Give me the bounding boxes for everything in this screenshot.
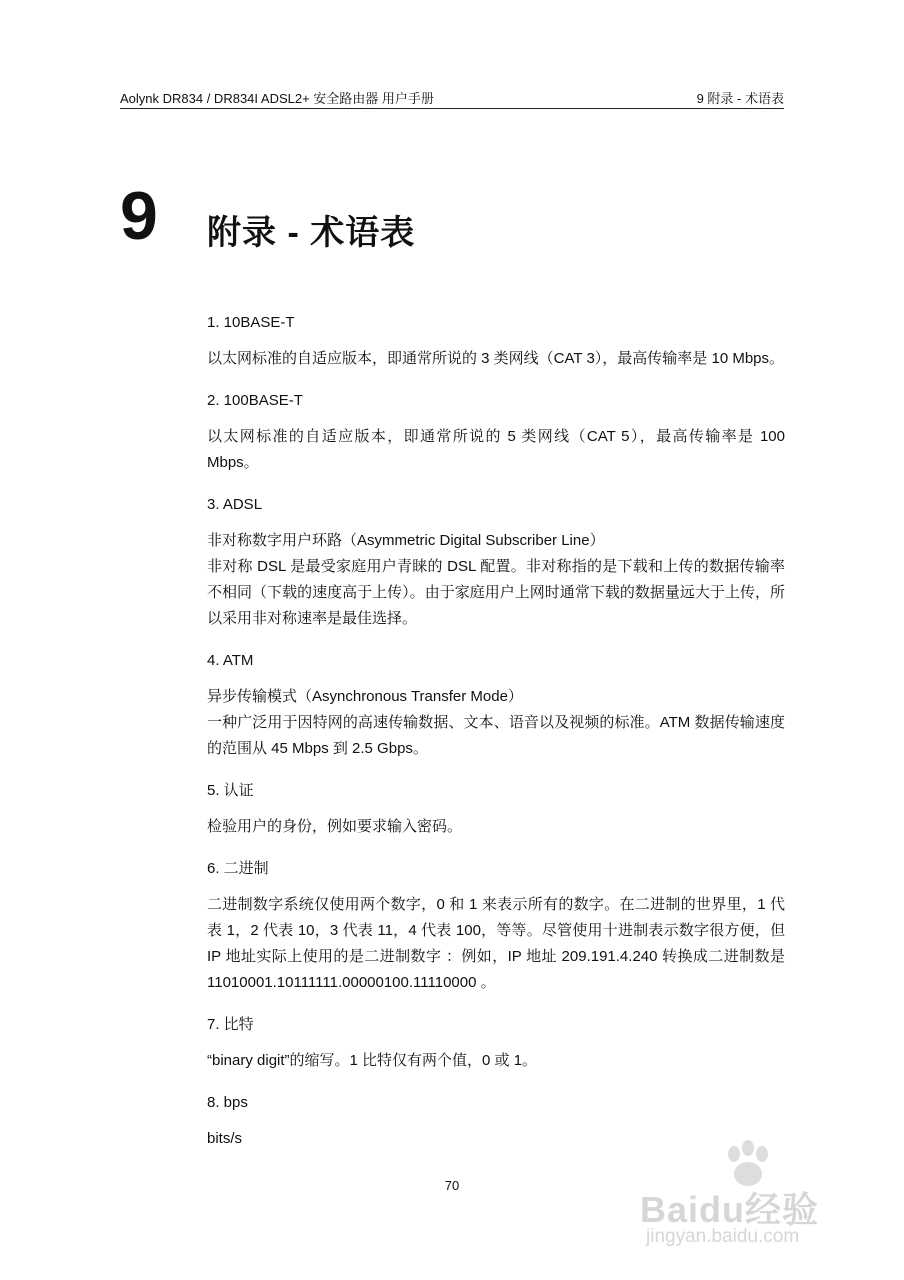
- chapter-title: 附录 - 术语表: [207, 214, 416, 252]
- term-definition: [207, 684, 785, 762]
- glossary-term: [207, 390, 785, 476]
- term-heading: 1. 10BASE-T: [207, 314, 295, 331]
- term-definition-line: 非对称 DSL 是最受家庭用户青睐的 DSL 配置。非对称指的是下载和上传的数据传输率不相同（下载的速度高于上传）。由于家庭用户上网时通常下载的数据量远大于上传，所以采用非对称速率是最佳选择。: [207, 558, 785, 627]
- term-definition-line: 二进制数字系统仅使用两个数字，0 和 1 来表示所有的数字。在二进制的世界里，1 代表 1，2 代表 10，3 代表 11，4 代表 100，等等。尽管使用十进制表示数字很方便，但 IP 地址实际上使用的是二进制数字 ：例如，IP 地址 209.191.4.240 转换成二进制数是 11010001.10111111.00000100.11110000 。: [207, 896, 785, 991]
- glossary-term: [207, 494, 785, 632]
- term-definition-line: 以太网标准的自适应版本，即通常所说的 3 类网线（CAT 3），最高传输率是 10 Mbps。: [207, 350, 785, 367]
- term-definition: [207, 528, 785, 632]
- term-heading: 8. bps: [207, 1094, 248, 1111]
- term-definition: [207, 424, 785, 476]
- term-heading: 4. ATM: [207, 652, 254, 669]
- term-definition: [207, 1048, 785, 1074]
- watermark-url: jingyan.baidu.com: [646, 1226, 800, 1247]
- term-definition: [207, 814, 785, 840]
- term-definition-line: 检验用户的身份，例如要求输入密码。: [207, 818, 463, 835]
- term-heading: 5. 认证: [207, 782, 254, 799]
- glossary-term: [207, 858, 785, 996]
- term-definition-line: 一种广泛用于因特网的高速传输数据、文本、语音以及视频的标准。ATM 数据传输速度的范围从 45 Mbps 到 2.5 Gbps。: [207, 714, 785, 757]
- term-definition: [207, 892, 785, 996]
- term-definition-line: 以太网标准的自适应版本，即通常所说的 5 类网线（CAT 5），最高传输率是 100 Mbps。: [207, 428, 785, 471]
- glossary-content: [207, 312, 785, 1170]
- glossary-term: [207, 312, 785, 372]
- header-manual-title: Aolynk DR834 / DR834I ADSL2+ 安全路由器 用户手册: [120, 91, 434, 106]
- glossary-term: [207, 650, 785, 762]
- baidu-watermark: [640, 1140, 850, 1250]
- term-heading: 6. 二进制: [207, 860, 269, 877]
- term-heading: 3. ADSL: [207, 496, 263, 513]
- term-definition-line: 非对称数字用户环路（Asymmetric Digital Subscriber Line）: [207, 532, 605, 549]
- term-heading: 2. 100BASE-T: [207, 392, 303, 409]
- term-definition-line: 异步传输模式（Asynchronous Transfer Mode）: [207, 688, 523, 705]
- chapter-number: 9: [120, 178, 158, 254]
- page-number: 70: [444, 1178, 460, 1193]
- term-heading: 7. 比特: [207, 1016, 254, 1033]
- glossary-term: [207, 1014, 785, 1074]
- page-header: [120, 86, 784, 109]
- term-definition-line: “binary digit”的缩写。1 比特仅有两个值，0 或 1。: [207, 1052, 538, 1069]
- watermark-brand: Baidu经验: [640, 1189, 820, 1230]
- term-definition: [207, 346, 785, 372]
- glossary-term: [207, 780, 785, 840]
- term-definition-line: bits/s: [207, 1130, 243, 1147]
- header-chapter-title: 9 附录 - 术语表: [696, 91, 784, 106]
